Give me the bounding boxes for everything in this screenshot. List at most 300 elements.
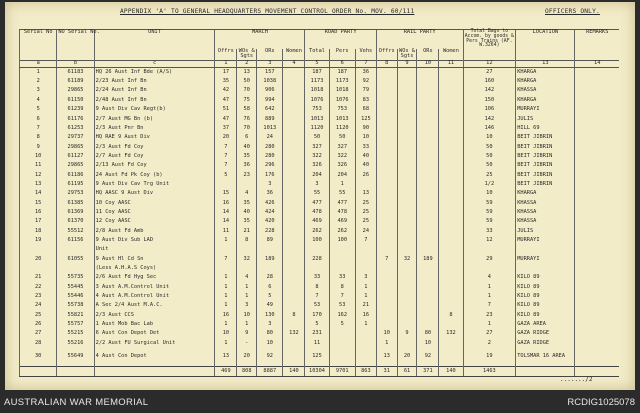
cell-rail-wos <box>397 180 417 189</box>
cell-ors: 3 <box>257 180 283 189</box>
cell-rail-women <box>439 208 463 217</box>
cell-rail-women <box>439 255 463 264</box>
cell-serial: 21 <box>20 273 57 282</box>
cell-road-pers <box>329 329 355 338</box>
cell-no-serial: 61150 <box>57 96 94 105</box>
table-row <box>20 283 620 292</box>
cell-women <box>283 189 305 198</box>
table-row <box>20 339 620 348</box>
cell-unit-name: 2/8 Aust Fd Amb <box>94 227 215 236</box>
cell-remarks <box>575 86 619 95</box>
cell-rail-offrs <box>376 77 397 86</box>
cell-offrs: 7 <box>215 143 237 152</box>
cell-rail-ors <box>417 283 439 292</box>
cell-women <box>283 245 305 254</box>
cell-rail-wos <box>397 339 417 348</box>
total-road-pers: 9701 <box>329 367 355 377</box>
cell-total-bags: 142 <box>463 86 516 95</box>
cell-no-serial: 61195 <box>57 180 94 189</box>
cell-rail-wos <box>397 245 417 254</box>
cell-road-vehs <box>355 348 376 367</box>
cell-road-vehs <box>355 264 376 273</box>
cell-rail-wos <box>397 217 417 226</box>
cell-offrs: 51 <box>215 105 237 114</box>
cell-no-serial: 55445 <box>57 283 94 292</box>
cell-remarks <box>575 329 619 338</box>
column-number: 5 <box>305 60 329 67</box>
cell-wos: 50 <box>237 77 257 86</box>
cell-ors: 228 <box>257 227 283 236</box>
cell-wos: 1 <box>237 283 257 292</box>
cell-road-vehs <box>355 245 376 254</box>
cell-road-vehs: 40 <box>355 152 376 161</box>
cell-rail-wos <box>397 283 417 292</box>
cell-women <box>283 96 305 105</box>
cell-women: 132 <box>283 329 305 338</box>
cell-total-bags: 50 <box>463 161 516 170</box>
col-serial: Serial No <box>20 30 57 50</box>
cell-rail-offrs: 1 <box>376 339 397 348</box>
cell-offrs: 14 <box>215 217 237 226</box>
cell-wos: 23 <box>237 171 257 180</box>
cell-rail-women <box>439 67 463 77</box>
cell-total-bags: 59 <box>463 217 516 226</box>
cell-road-pers: 478 <box>329 208 355 217</box>
cell-serial: 9 <box>20 143 57 152</box>
cell-no-serial: 61186 <box>57 171 94 180</box>
cell-unit-name: 24 Aust Fd Pk Coy (b) <box>94 171 215 180</box>
cell-wos: 35 <box>237 199 257 208</box>
cell-no-serial: 61369 <box>57 208 94 217</box>
cell-road-vehs: 79 <box>355 86 376 95</box>
cell-unit-name: 1 Aust Mob Bac Lab <box>94 320 215 329</box>
cell-total-bags: 142 <box>463 115 516 124</box>
group-road-party: ROAD PARTY <box>305 30 376 50</box>
cell-no-serial: 61127 <box>57 152 94 161</box>
cell-no-serial: 61189 <box>57 77 94 86</box>
cell-rail-women <box>439 105 463 114</box>
cell-offrs <box>215 245 237 254</box>
cell-wos: 70 <box>237 124 257 133</box>
cell-wos: 36 <box>237 161 257 170</box>
cell-women <box>283 292 305 301</box>
cell-rail-ors: 189 <box>417 255 439 264</box>
cell-road-total: 1173 <box>305 77 329 86</box>
cell-wos: 8 <box>237 236 257 245</box>
cell-location: MURRAYI <box>516 255 575 264</box>
table-row <box>20 143 620 152</box>
column-number: 12 <box>463 60 516 67</box>
cell-total-bags: 160 <box>463 77 516 86</box>
cell-wos <box>237 180 257 189</box>
table-row <box>20 67 620 77</box>
cell-location: KHARGA <box>516 189 575 198</box>
cell-no-serial: 29865 <box>57 86 94 95</box>
col-total-bags: Total Bags to Accom. by goods & Pers Trains (AF. W.3264) <box>464 29 514 49</box>
cell-ors: 1038 <box>257 77 283 86</box>
cell-road-total: 33 <box>305 273 329 282</box>
cell-rail-offrs <box>376 189 397 198</box>
cell-location <box>516 245 575 254</box>
archive-id: RCDIG1025078 <box>567 397 635 408</box>
cell-women <box>283 143 305 152</box>
cell-serial: 18 <box>20 227 57 236</box>
cell-rail-women <box>439 292 463 301</box>
cell-rail-wos: 9 <box>397 329 417 338</box>
cell-unit-name: 12 Coy AASC <box>94 217 215 226</box>
cell-rail-offrs <box>376 124 397 133</box>
cell-unit-name: 11 Coy AASC <box>94 208 215 217</box>
cell-serial: 20 <box>20 255 57 264</box>
cell-women <box>283 67 305 77</box>
cell-wos: 13 <box>237 67 257 77</box>
cell-wos: 32 <box>237 255 257 264</box>
cell-rail-wos <box>397 311 417 320</box>
cell-rail-wos <box>397 133 417 142</box>
column-number: 10 <box>417 60 439 67</box>
cell-unit-name: 2/48 Aust Inf Bn <box>94 96 215 105</box>
cell-wos: 21 <box>237 227 257 236</box>
cell-total-bags: 1 <box>463 283 516 292</box>
cell-road-total: 53 <box>305 301 329 310</box>
cell-serial: 16 <box>20 208 57 217</box>
cell-road-pers: 262 <box>329 227 355 236</box>
cell-ors: 296 <box>257 161 283 170</box>
cell-offrs: 16 <box>215 311 237 320</box>
cell-rail-ors <box>417 208 439 217</box>
cell-unit-name: 2/3 Aust Fd Coy <box>94 143 215 152</box>
cell-women <box>283 180 305 189</box>
cell-road-pers: 1018 <box>329 86 355 95</box>
cell-offrs <box>215 264 237 273</box>
cell-women <box>283 199 305 208</box>
cell-rail-offrs <box>376 105 397 114</box>
cell-rail-offrs <box>376 199 397 208</box>
cell-no-serial: 55649 <box>57 348 94 367</box>
cell-wos: 1 <box>237 292 257 301</box>
cell-road-total: 204 <box>305 171 329 180</box>
cell-road-pers: 1013 <box>329 115 355 124</box>
col-rail-wos: WOs & Sgts <box>399 48 415 60</box>
cell-women <box>283 283 305 292</box>
cell-ors: 906 <box>257 86 283 95</box>
cell-women <box>283 348 305 367</box>
cell-serial <box>20 264 57 273</box>
document-page <box>5 2 635 390</box>
cell-road-pers: 55 <box>329 189 355 198</box>
total-wos: 808 <box>237 367 257 377</box>
cell-serial: 17 <box>20 217 57 226</box>
table-row <box>20 348 620 367</box>
cell-offrs: 1 <box>215 236 237 245</box>
cell-wos: 1 <box>237 320 257 329</box>
cell-unit-name: 9 Aust Hl Cd Sn <box>94 255 215 264</box>
table-row <box>20 189 620 198</box>
cell-road-total: 753 <box>305 105 329 114</box>
cell-women <box>283 236 305 245</box>
cell-rail-offrs <box>376 115 397 124</box>
cell-rail-ors <box>417 189 439 198</box>
column-number-row <box>20 60 620 67</box>
cell-rail-offrs <box>376 86 397 95</box>
table-row <box>20 320 620 329</box>
column-number: 3 <box>257 60 283 67</box>
cell-road-pers: 53 <box>329 301 355 310</box>
cell-rail-wos <box>397 161 417 170</box>
cell-serial: 10 <box>20 152 57 161</box>
cell-offrs: 1 <box>215 301 237 310</box>
cell-serial: 27 <box>20 329 57 338</box>
cell-remarks <box>575 320 619 329</box>
table-row <box>20 152 620 161</box>
col-wos: WOs & Sgts <box>238 48 255 60</box>
cell-total-bags: 10 <box>463 133 516 142</box>
cell-wos: 9 <box>237 329 257 338</box>
cell-unit-name: 3 Aust A.M.Control Unit <box>94 283 215 292</box>
cell-location: HILL 69 <box>516 124 575 133</box>
cell-remarks <box>575 152 619 161</box>
cell-road-vehs: 83 <box>355 96 376 105</box>
cell-road-pers: 322 <box>329 152 355 161</box>
cell-remarks <box>575 143 619 152</box>
cell-rail-women <box>439 217 463 226</box>
cell-women <box>283 301 305 310</box>
cell-total-bags: 50 <box>463 143 516 152</box>
cell-ors: 157 <box>257 67 283 77</box>
cell-location: KHASSA <box>516 217 575 226</box>
cell-road-pers: 1173 <box>329 77 355 86</box>
cell-unit-name: (Less A.H.A.S Coys) <box>94 264 215 273</box>
cell-rail-women <box>439 199 463 208</box>
cell-rail-ors <box>417 273 439 282</box>
total-rail-women: 140 <box>439 367 463 377</box>
cell-offrs: 7 <box>215 152 237 161</box>
total-rail-wos: 61 <box>397 367 417 377</box>
cell-rail-ors <box>417 217 439 226</box>
cell-wos: 3 <box>237 301 257 310</box>
cell-remarks <box>575 133 619 142</box>
cell-offrs: 7 <box>215 161 237 170</box>
cell-road-pers: 469 <box>329 217 355 226</box>
cell-road-total: 100 <box>305 236 329 245</box>
page-continuation: ......./2 <box>560 376 593 383</box>
cell-road-total: 1120 <box>305 124 329 133</box>
cell-serial: 12 <box>20 171 57 180</box>
cell-road-total: 228 <box>305 255 329 264</box>
cell-rail-wos <box>397 67 417 77</box>
table-row <box>20 311 620 320</box>
table-row <box>20 236 620 245</box>
cell-rail-ors <box>417 301 439 310</box>
cell-road-vehs: 1 <box>355 292 376 301</box>
cell-rail-offrs <box>376 227 397 236</box>
cell-ors: 420 <box>257 217 283 226</box>
cell-road-vehs: 16 <box>355 311 376 320</box>
cell-road-total: 322 <box>305 152 329 161</box>
cell-road-vehs: 25 <box>355 208 376 217</box>
cell-total-bags: 29 <box>463 255 516 264</box>
cell-location: KHASSA <box>516 208 575 217</box>
cell-remarks <box>575 339 619 348</box>
cell-rail-ors <box>417 227 439 236</box>
cell-wos: 6 <box>237 133 257 142</box>
cell-remarks <box>575 171 619 180</box>
cell-total-bags: 27 <box>463 67 516 77</box>
cell-offrs: 1 <box>215 292 237 301</box>
table-row <box>20 161 620 170</box>
cell-total-bags: 19 <box>463 348 516 367</box>
cell-rail-women <box>439 283 463 292</box>
column-number: 1 <box>215 60 237 67</box>
cell-rail-offrs <box>376 236 397 245</box>
cell-ors <box>257 264 283 273</box>
col-offrs: Offrs <box>215 49 237 60</box>
col-unit: UNIT <box>94 30 215 50</box>
cell-women <box>283 208 305 217</box>
cell-location: BEIT JIBRIN <box>516 171 575 180</box>
cell-location: KILO 89 <box>516 292 575 301</box>
cell-total-bags: 12 <box>463 236 516 245</box>
cell-offrs: 1 <box>215 320 237 329</box>
cell-no-serial: 29737 <box>57 133 94 142</box>
cell-unit-name: 2/7 Aust MG Bn (b) <box>94 115 215 124</box>
cell-serial: 30 <box>20 348 57 367</box>
cell-unit-name: A Sec 2/4 Aust M.A.C. <box>94 301 215 310</box>
cell-rail-offrs <box>376 67 397 77</box>
cell-women <box>283 255 305 264</box>
cell-remarks <box>575 208 619 217</box>
cell-location: MURRAYI <box>516 236 575 245</box>
cell-rail-offrs <box>376 301 397 310</box>
security-classification: OFFICERS ONLY. <box>545 8 600 15</box>
cell-rail-offrs <box>376 217 397 226</box>
cell-rail-wos <box>397 171 417 180</box>
cell-wos: 40 <box>237 208 257 217</box>
col-no-serial: NO Serial No. <box>57 30 94 50</box>
cell-remarks <box>575 311 619 320</box>
cell-location: JULIS <box>516 115 575 124</box>
cell-unit-name: 2/3 Aust Pnr Bn <box>94 124 215 133</box>
cell-offrs: 1 <box>215 273 237 282</box>
cell-remarks <box>575 180 619 189</box>
cell-road-pers: 204 <box>329 171 355 180</box>
cell-women <box>283 86 305 95</box>
cell-ors: 130 <box>257 311 283 320</box>
table-row <box>20 208 620 217</box>
cell-rail-offrs <box>376 96 397 105</box>
cell-serial: 5 <box>20 105 57 114</box>
cell-road-pers: 327 <box>329 143 355 152</box>
cell-offrs: 35 <box>215 77 237 86</box>
cell-offrs: 47 <box>215 96 237 105</box>
col-rail-ors: ORs <box>417 49 439 60</box>
cell-road-vehs: 13 <box>355 189 376 198</box>
table-row <box>20 227 620 236</box>
cell-serial: 13 <box>20 180 57 189</box>
cell-location: BEIT JIBRIN <box>516 143 575 152</box>
cell-rail-women <box>439 171 463 180</box>
cell-location: TOLSMAR 16 AREA <box>516 348 575 367</box>
cell-no-serial: 61239 <box>57 105 94 114</box>
cell-wos: 4 <box>237 273 257 282</box>
total-road-vehs: 863 <box>355 367 376 377</box>
cell-unit-name: 10 Coy AASC <box>94 199 215 208</box>
cell-rail-wos <box>397 199 417 208</box>
cell-rail-wos <box>397 236 417 245</box>
cell-serial: 7 <box>20 124 57 133</box>
group-march: MARCH <box>215 30 305 50</box>
cell-serial: 2 <box>20 77 57 86</box>
cell-rail-ors <box>417 320 439 329</box>
col-road-vehs: Vehs <box>355 49 376 60</box>
col-road-pers: Pers <box>329 49 355 60</box>
cell-remarks <box>575 245 619 254</box>
cell-rail-offrs <box>376 143 397 152</box>
cell-remarks <box>575 115 619 124</box>
cell-wos: 4 <box>237 189 257 198</box>
cell-rail-offrs <box>376 283 397 292</box>
cell-remarks <box>575 273 619 282</box>
cell-remarks <box>575 77 619 86</box>
total-rail-offrs: 31 <box>376 367 397 377</box>
cell-road-vehs <box>355 329 376 338</box>
cell-unit-name: 4 Aust A.M.Control Unit <box>94 292 215 301</box>
table-body <box>20 67 620 366</box>
archive-footer <box>0 390 640 413</box>
cell-unit-name: 9 Aust Div Cav Regt(b) <box>94 105 215 114</box>
column-number: b <box>57 60 94 67</box>
cell-women <box>283 264 305 273</box>
cell-total-bags: 1 <box>463 320 516 329</box>
cell-rail-ors: 92 <box>417 348 439 367</box>
cell-rail-offrs <box>376 152 397 161</box>
table-row <box>20 245 620 254</box>
cell-women <box>283 161 305 170</box>
cell-total-bags: 27 <box>463 329 516 338</box>
cell-wos: - <box>237 339 257 348</box>
cell-rail-ors <box>417 86 439 95</box>
cell-ors <box>257 245 283 254</box>
cell-rail-wos: 32 <box>397 255 417 264</box>
cell-ors: 80 <box>257 329 283 338</box>
cell-unit-name: Unit <box>94 245 215 254</box>
cell-rail-wos <box>397 189 417 198</box>
cell-offrs: 5 <box>215 171 237 180</box>
cell-rail-offrs <box>376 320 397 329</box>
cell-rail-wos <box>397 227 417 236</box>
cell-road-pers <box>329 255 355 264</box>
cell-serial: 14 <box>20 189 57 198</box>
cell-road-total: 478 <box>305 208 329 217</box>
cell-rail-women <box>439 320 463 329</box>
cell-wos: 35 <box>237 152 257 161</box>
cell-road-pers: 753 <box>329 105 355 114</box>
cell-ors: 176 <box>257 171 283 180</box>
cell-remarks <box>575 283 619 292</box>
cell-ors: 1013 <box>257 124 283 133</box>
cell-wos <box>237 245 257 254</box>
cell-road-vehs: 68 <box>355 105 376 114</box>
cell-rail-women <box>439 161 463 170</box>
cell-road-pers <box>329 245 355 254</box>
cell-road-pers: 5 <box>329 320 355 329</box>
cell-road-vehs: 40 <box>355 161 376 170</box>
cell-rail-women <box>439 236 463 245</box>
cell-rail-offrs <box>376 311 397 320</box>
cell-road-vehs: 90 <box>355 124 376 133</box>
cell-women <box>283 133 305 142</box>
cell-rail-wos <box>397 105 417 114</box>
